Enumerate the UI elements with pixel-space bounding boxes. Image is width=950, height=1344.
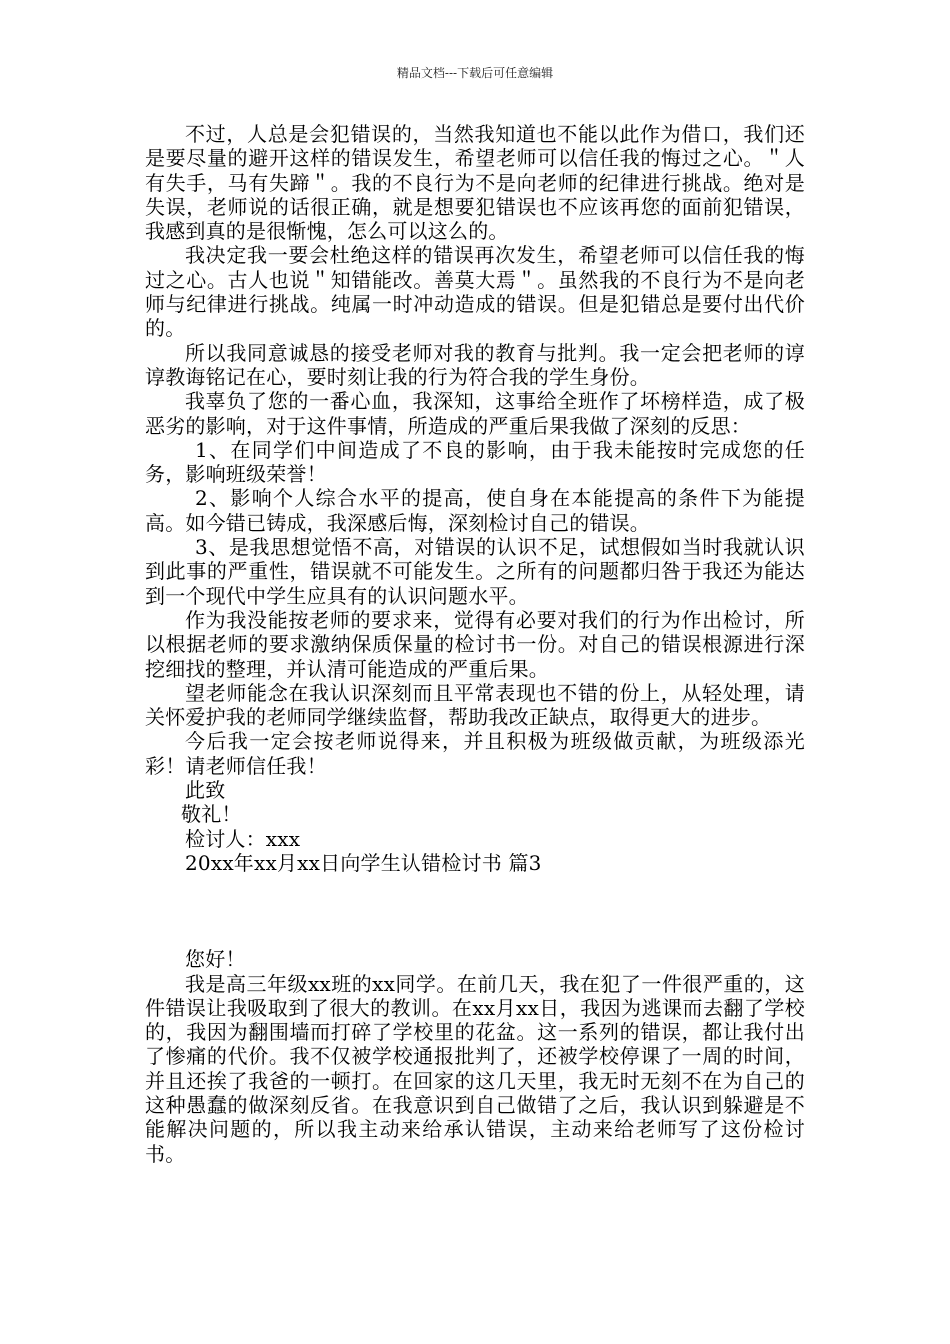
signature-line: 检讨人：xxx (185, 826, 301, 851)
greeting-line: 您好！ (185, 947, 246, 972)
paragraph: 作为我没能按老师的要求来，觉得有必要对我们的行为作出检讨，所以根据老师的要求激纳保质保量的检讨书一份。对自己的错误根源进行深挖细找的整理，并认清可能造成的严重后果。 (145, 607, 805, 681)
document-body (145, 122, 805, 1166)
section-gap (145, 875, 805, 947)
paragraph: 所以我同意诚恳的接受老师对我的教育与批判。我一定会把老师的谆谆教诲铭记在心，要时刻让我的行为符合我的学生身份。 (145, 340, 805, 389)
paragraph: 不过，人总是会犯错误的，当然我知道也不能以此作为借口，我们还是要尽量的避开这样的错误发生，希望老师可以信任我的悔过之心。＂人有失手，马有失蹄＂。我的不良行为不是向老师的纪律进行挑战。绝对是失误，老师说的话很正确，就是想要犯错误也不应该再您的面前犯错误，我感到真的是很惭愧，怎么可以这么的。 (145, 122, 805, 244)
paragraph: 望老师能念在我认识深刻而且平常表现也不错的份上，从轻处理，请关怀爱护我的老师同学继续监督，帮助我改正缺点，取得更大的进步。 (145, 680, 805, 730)
salute-line: 敬礼！ (181, 802, 242, 827)
page-header: 精品文档---下载后可任意编辑 (396, 66, 554, 80)
paragraph: 今后我一定会按老师说得来，并且积极为班级做贡献，为班级添光彩！请老师信任我！ (145, 729, 805, 778)
closing-line: 此致 (185, 778, 226, 803)
list-item: 2、影响个人综合水平的提高，使自身在本能提高的条件下为能提高。如今错已铸成，我深感后悔，深刻检讨自己的错误。 (145, 486, 805, 535)
list-item: 1、在同学们中间造成了不良的影响，由于我未能按时完成您的任务，影响班级荣誉！ (145, 437, 805, 487)
next-letter-title: 20xx年xx月xx日向学生认错检讨书 篇3 (185, 850, 542, 875)
list-item: 3、是我思想觉悟不高，对错误的认识不足，试想假如当时我就认识到此事的严重性，错误就不可能发生。之所有的问题都归咎于我还为能达到一个现代中学生应具有的认识问题水平。 (145, 535, 805, 608)
paragraph: 我辜负了您的一番心血，我深知，这事给全班作了坏榜样造，成了极恶劣的影响，对于这件事情，所造成的严重后果我做了深刻的反思： (145, 389, 805, 438)
paragraph: 我是高三年级xx班的xx同学。在前几天，我在犯了一件很严重的，这件错误让我吸取到了很大的教训。在xx月xx日，我因为逃课而去翻了学校的，我因为翻围墙而打碎了学校里的花盆。这一系列的错误，都让我付出了惨痛的代价。我不仅被学校通报批判了，还被学校停课了一周的时间，并且还挨了我爸的一顿打。在回家的这几天里，我无时无刻不在为自己的这种愚蠢的做深刻反省。在我意识到自己做错了之后，我认识到躲避是不能解决问题的，所以我主动来给承认错误，主动来给老师写了这份检讨书。 (145, 971, 805, 1166)
paragraph: 我决定我一要会杜绝这样的错误再次发生，希望老师可以信任我的悔过之心。古人也说＂知错能改。善莫大焉＂。虽然我的不良行为不是向老师与纪律进行挑战。纯属一时冲动造成的错误。但是犯错总是要付出代价的。 (145, 243, 805, 341)
